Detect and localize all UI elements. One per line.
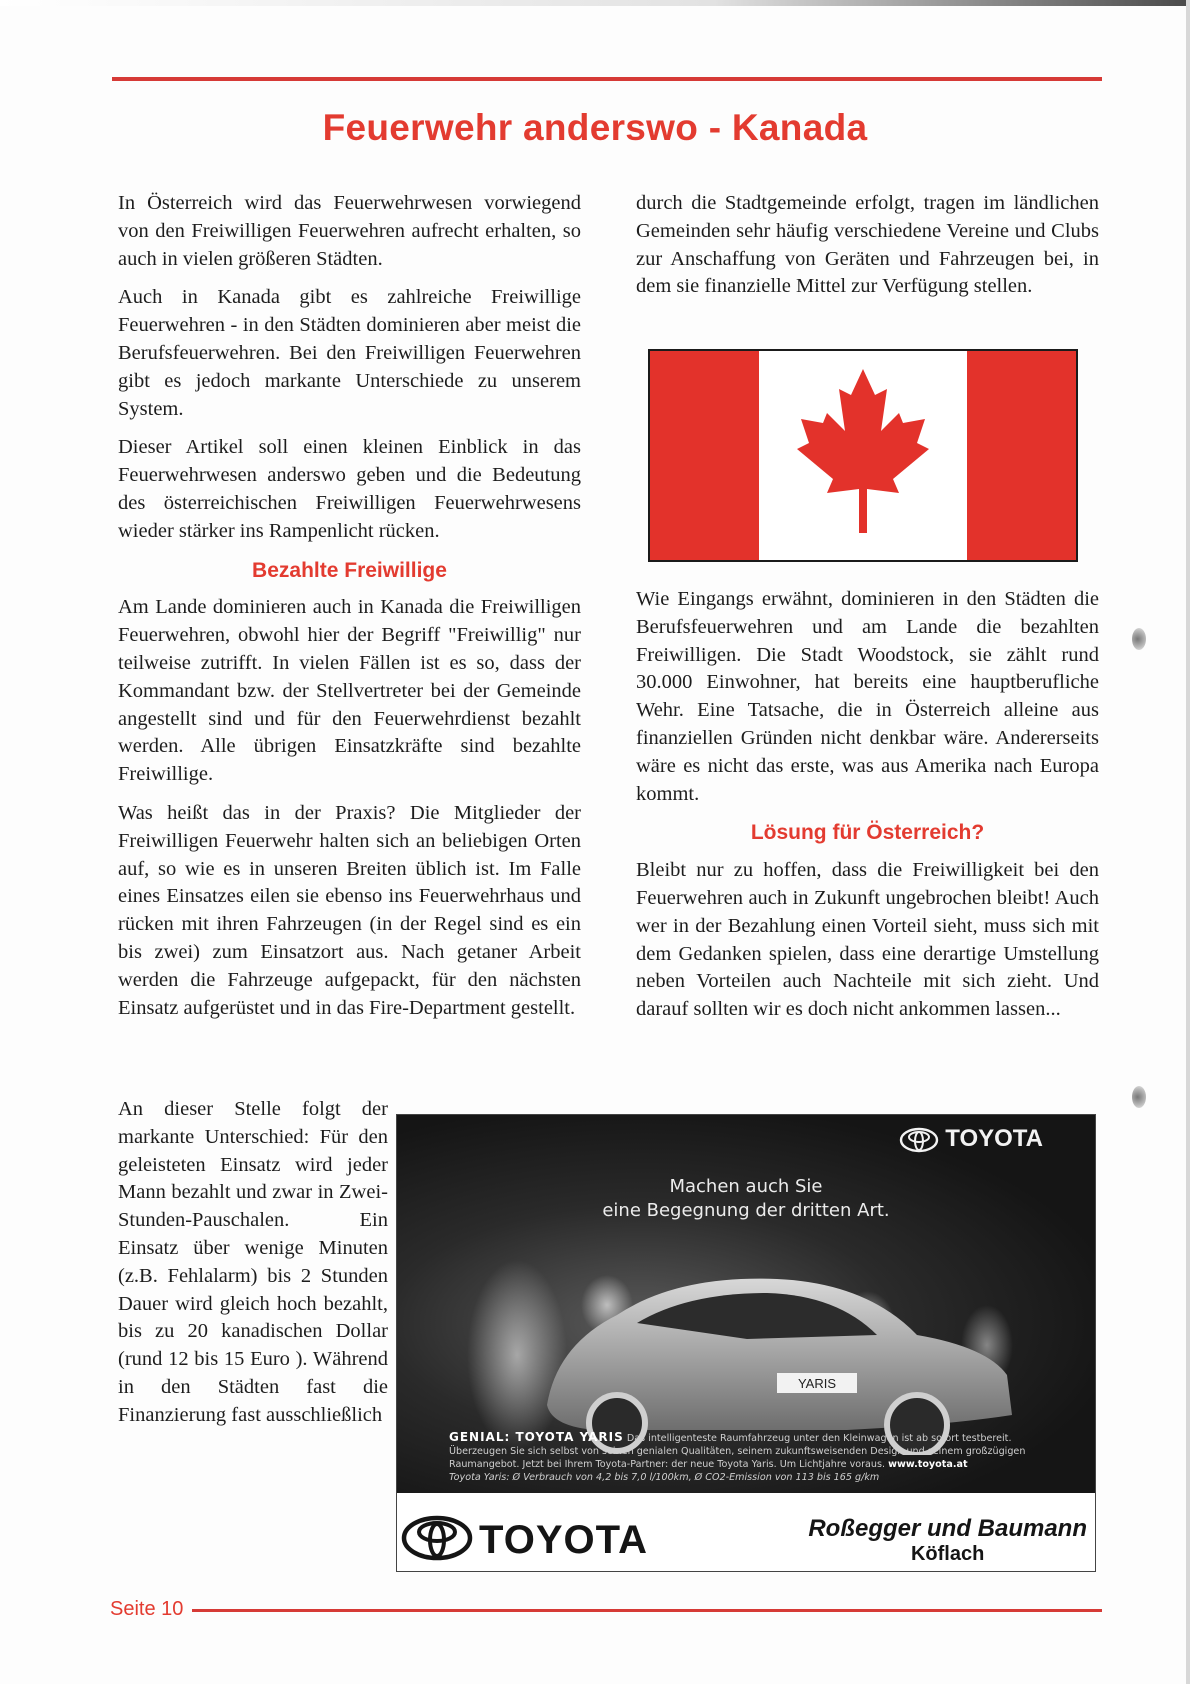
- right-column-top: [636, 190, 1099, 312]
- flag-band-right: [967, 351, 1076, 560]
- car-with-aliens-photo: [447, 1235, 1047, 1455]
- canada-flag-image: [648, 349, 1078, 562]
- toyota-logo-icon: [401, 1515, 473, 1561]
- toyota-advertisement: [396, 1114, 1096, 1572]
- ad-photo-panel: [397, 1115, 1095, 1493]
- left-column: [118, 190, 581, 1033]
- dealer-city: Köflach: [910, 1543, 985, 1565]
- punch-hole-mark: [1132, 1086, 1146, 1108]
- scan-edge: [0, 0, 1190, 6]
- paragraph: Wie Eingangs erwähnt, dominieren in den Städten die Berufsfeuerwehren und am Lande die bezahlten Freiwilligen. Die Stadt Woodstock, sie zählt rund 30.000 Einwohner, hat bereits eine hauptberufliche Wehr. Eine Tatsache, die in Österreich alleine aus finanziellen Gründen nicht denkbar wäre. Andererseits wäre es nicht das erste, was aus Amerika nach Europa kommt.: [636, 588, 1099, 805]
- ad-url: www.toyota.at: [888, 1459, 968, 1470]
- ad-headline: [397, 1175, 1095, 1223]
- ad-brand-bottom-text: TOYOTA: [479, 1518, 648, 1562]
- ad-brand-top: [899, 1125, 1043, 1153]
- header-rule: [112, 77, 1102, 81]
- article-title: Feuerwehr anderswo - Kanada: [322, 107, 868, 148]
- ad-headline-line-1: Machen auch Sie: [669, 1176, 823, 1197]
- paragraph: In Österreich wird das Feuerwehrwesen vorwiegend von den Freiwilligen Feuerwehren aufrecht erhalten, so auch in vielen größeren Städten.: [118, 192, 581, 270]
- punch-hole-mark: [1132, 628, 1146, 650]
- ad-headline-line-2: eine Begegnung der dritten Art.: [602, 1200, 890, 1221]
- paragraph: Dieser Artikel soll einen kleinen Einblick in das Feuerwehrwesen anderswo geben und die Bedeutung des österreichischen Freiwilligen Feuerwehrwesens wieder stärker ins Rampenlicht rücken.: [118, 436, 581, 542]
- paragraph: Am Lande dominieren auch in Kanada die Freiwilligen Feuerwehren, obwohl hier der Begriff "Freiwillig" nur teilweise zutrifft. In vielen Fällen ist es so, dass der Kommandant bzw. der Stellvertreter bei der Gemeinde angestellt sind und für den Feuerwehrdienst bezahlt werden. Alle übrigen Einsatzkräfte sind bezahlte Freiwillige.: [118, 596, 581, 786]
- paragraph: Was heißt das in der Praxis? Die Mitglieder der Freiwilligen Feuerwehr halten sich an beliebigen Orten auf, so wie es in unseren Breiten üblich ist. Im Falle eines Einsatzes eilen sie ebenso ins Feuerwehrhaus und rücken mit ihren Fahrzeugen (in der Regel sind es ein bis zwei) zum Einsatzort aus. Nach getaner Arbeit werden die Fahrzeuge aufgepackt, für den nächsten Einsatz aufgerüstet und in das Fire-Department gestellt.: [118, 801, 581, 1019]
- footer-rule: [192, 1609, 1102, 1612]
- ad-fine-print: [449, 1431, 1065, 1484]
- left-column-narrow: [118, 1096, 388, 1441]
- ad-consumption-note: Toyota Yaris: Ø Verbrauch von 4,2 bis 7,0 l/100km, Ø CO2-Emission von 113 bis 165 g/km: [449, 1472, 880, 1483]
- paragraph: durch die Stadtgemeinde erfolgt, tragen im ländlichen Gemeinden sehr häufig verschiedene Vereine und Clubs zur Anschaffung von Geräten und Fahrzeugen bei, in dem sie finanzielle Mittel zur Verfügung stellen.: [636, 192, 1099, 298]
- ad-fine-body: Das intelligenteste Raumfahrzeug unter den Kleinwagen ist ab sofort testbereit. Überzeugen Sie sich selbst von seinen genialen Qualitäten, seinem zukunftsweisenden Design und seinem großzügigen Raumangebot. Jetzt bei Ihrem Toyota-Partner: der neue Toyota Yaris. Um Lichtjahre voraus.: [449, 1433, 1026, 1470]
- toyota-logo-icon: [899, 1127, 939, 1153]
- right-column-bottom: [636, 586, 1099, 1035]
- dealer-name: Roßegger und Baumann: [808, 1515, 1087, 1542]
- scan-right-edge: [1186, 0, 1190, 1684]
- ad-brand-bottom: [401, 1515, 648, 1563]
- license-plate-text: YARIS: [797, 1376, 837, 1391]
- section-heading-loesung: Lösung für Österreich?: [750, 821, 985, 845]
- flag-band-left: [650, 351, 759, 560]
- page-number: Seite 10: [110, 1598, 184, 1620]
- dealer-block: [808, 1515, 1087, 1566]
- paragraph: Auch in Kanada gibt es zahlreiche Freiwillige Feuerwehren - in den Städten dominieren aber meist die Berufsfeuerwehren. Bei den Freiwilligen Feuerwehren gibt es jedoch markante Unterschiede zu unserem System.: [118, 286, 581, 420]
- maple-leaf-icon: [759, 351, 967, 560]
- ad-fine-title: GENIAL: TOYOTA YARIS: [449, 1430, 624, 1444]
- paragraph: An dieser Stelle folgt der markante Unterschied: Für den geleisteten Einsatz wird jeder Mann bezahlt und zwar in Zwei-Stunden-Pauschalen. Ein Einsatz über wenige Minuten (z.B. Fehlalarm) bis 2 Stunden Dauer wird gleich hoch bezahlt, bis zu 20 kanadischen Dollar (rund 12 bis 15 Euro ). Während in den Städten fast die Finanzierung fast ausschließlich: [118, 1098, 388, 1426]
- ad-brand-top-text: TOYOTA: [945, 1125, 1043, 1152]
- section-heading-bezahlte-freiwillige: Bezahlte Freiwillige: [252, 558, 447, 582]
- paragraph: Bleibt nur zu hoffen, dass die Freiwilligkeit bei den Feuerwehren auch in Zukunft ungebrochen bleibt! Auch wer in der Bezahlung einen Vorteil sieht, muss sich mit dem Gedanken spielen, dass eine derartige Umstellung neben Vorteilen auch Nachteile mit sich zieht. Und darauf sollten wir es doch nicht ankommen lassen...: [636, 859, 1099, 1021]
